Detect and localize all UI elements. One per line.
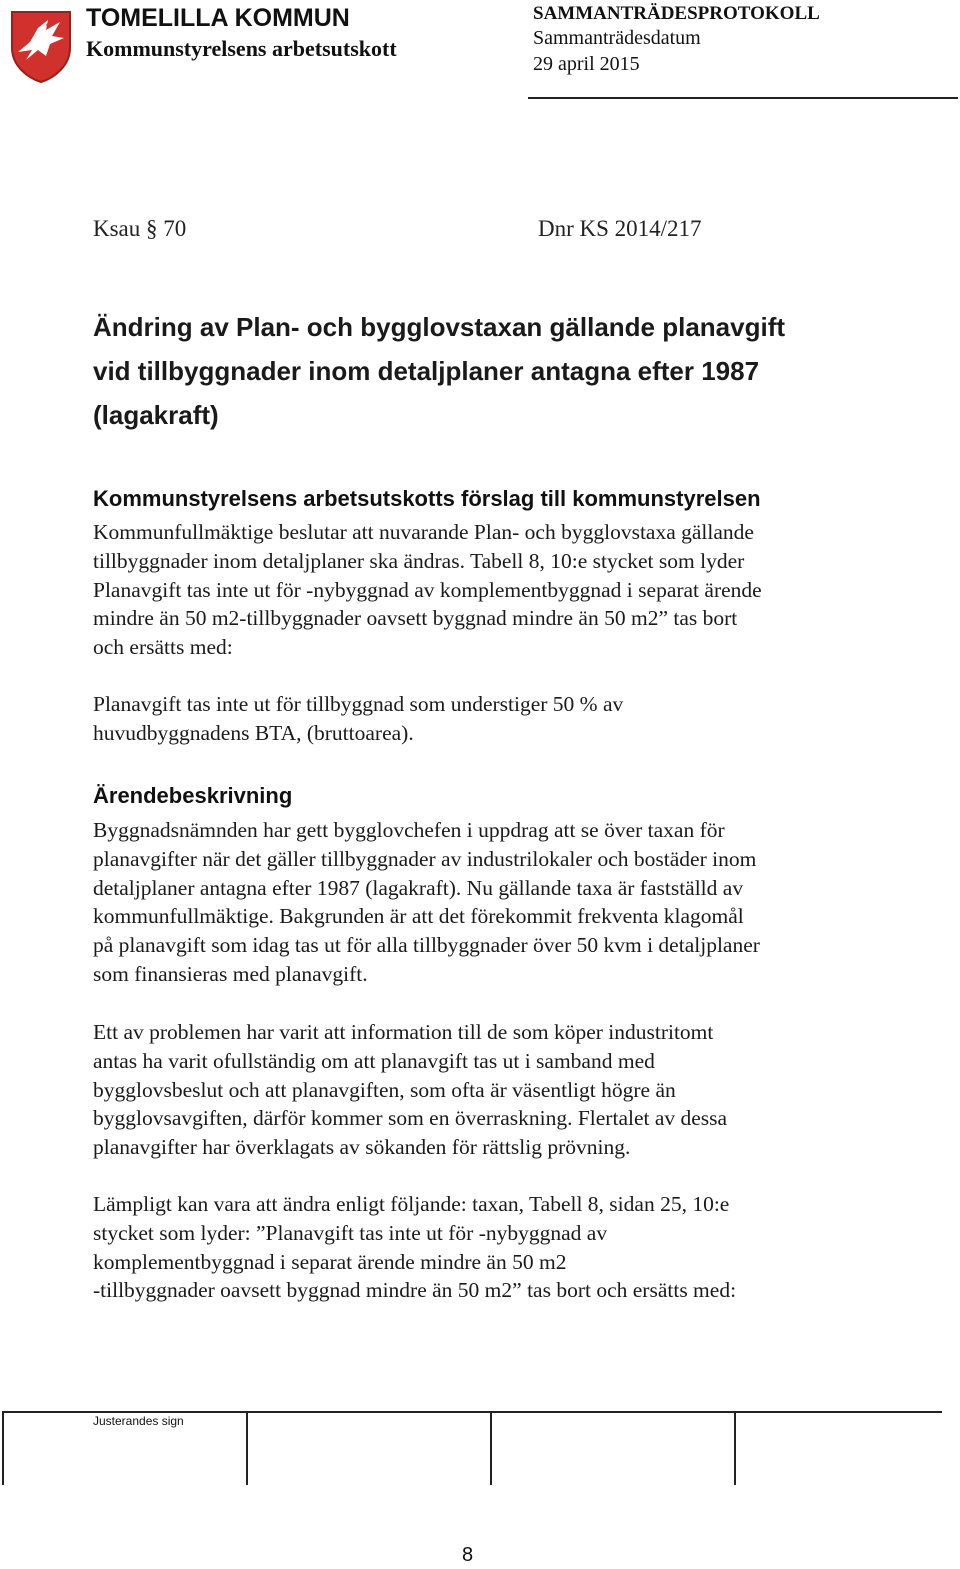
description-paragraph [93, 1190, 736, 1305]
protocol-type: SAMMANTRÄDESPROTOKOLL [533, 3, 820, 24]
text-line: huvudbyggnadens BTA, (bruttoarea). [93, 720, 414, 745]
coat-of-arms-logo-icon [8, 8, 74, 84]
title-line: vid tillbyggnader inom detaljplaner antagna efter 1987 [93, 356, 760, 386]
proposal-paragraph [93, 518, 762, 662]
text-line: planavgifter när det gäller tillbyggnader av industrilokaler och bostäder inom [93, 846, 757, 871]
document-title [93, 305, 893, 437]
description-heading: Ärendebeskrivning [93, 783, 293, 808]
signature-label: Justerandes sign [93, 1414, 184, 1428]
text-line: Lämpligt kan vara att ändra enligt följande: taxan, Tabell 8, sidan 25, 10:e [93, 1192, 730, 1216]
text-line: kommunfullmäktige. Bakgrunden är att det förekommit frekventa klagomål [93, 904, 744, 929]
text-line: -tillbyggnader oavsett byggnad mindre än 50 m2” tas bort och ersätts med: [93, 1278, 737, 1303]
text-line: antas ha varit ofullständig om att planavgift tas ut i samband med [93, 1048, 655, 1073]
header-divider [528, 97, 958, 99]
diary-number: Dnr KS 2014/217 [538, 216, 702, 241]
text-line: detaljplaner antagna efter 1987 (lagakraft). Nu gällande taxa är fastställd av [93, 875, 744, 900]
text-line: Planavgift tas inte ut för tillbyggnad som understiger 50 % av [93, 692, 624, 716]
text-line: på planavgift som idag tas ut för alla tillbyggnader över 50 kvm i detaljplaner [93, 933, 760, 958]
signature-box-divider [2, 1413, 4, 1485]
signature-box-divider [490, 1413, 492, 1485]
text-line: Byggnadsnämnden har gett bygglovchefen i uppdrag att se över taxan för [93, 818, 725, 842]
meeting-date: 29 april 2015 [533, 53, 640, 75]
proposal-replacement-paragraph [93, 690, 623, 748]
text-line: tillbyggnader inom detaljplaner ska ändras. Tabell 8, 10:e stycket som lyder [93, 548, 745, 573]
text-line: mindre än 50 m2-tillbyggnader oavsett byggnad mindre än 50 m2” tas bort [93, 606, 738, 631]
text-line: planavgifter har överklagats av sökanden för rättslig prövning. [93, 1135, 631, 1160]
paragraph-reference: Ksau § 70 [93, 216, 187, 241]
text-line: Ett av problemen har varit att information till de som köper industritomt [93, 1020, 714, 1044]
date-label: Sammanträdesdatum [533, 27, 701, 49]
page-number: 8 [462, 1544, 474, 1566]
text-line: stycket som lyder: ”Planavgift tas inte ut för -nybyggnad av [93, 1220, 608, 1245]
text-line: som finansieras med planavgift. [93, 961, 368, 986]
text-line: Kommunfullmäktige beslutar att nuvarande Plan- och bygglovstaxa gällande [93, 520, 754, 544]
title-line: (lagakraft) [93, 400, 219, 430]
text-line: bygglovsbeslut och att planavgiften, som ofta är väsentligt högre än [93, 1077, 676, 1102]
signature-box-divider [734, 1413, 736, 1485]
description-paragraph [93, 1018, 727, 1162]
proposal-heading: Kommunstyrelsens arbetsutskotts förslag till kommunstyrelsen [93, 486, 761, 511]
description-paragraph [93, 816, 760, 989]
signature-box-divider [246, 1413, 248, 1485]
text-line: och ersätts med: [93, 635, 233, 660]
text-line: komplementbyggnad i separat ärende mindre än 50 m2 [93, 1249, 567, 1274]
text-line: Planavgift tas inte ut för -nybyggnad av komplementbyggnad i separat ärende [93, 577, 762, 602]
text-line: bygglovsavgiften, därför kommer som en överraskning. Flertalet av dessa [93, 1106, 728, 1131]
organization-name: TOMELILLA KOMMUN [86, 4, 350, 32]
title-line: Ändring av Plan- och bygglovstaxan gällande planavgift [93, 312, 786, 342]
committee-name: Kommunstyrelsens arbetsutskott [86, 36, 397, 61]
